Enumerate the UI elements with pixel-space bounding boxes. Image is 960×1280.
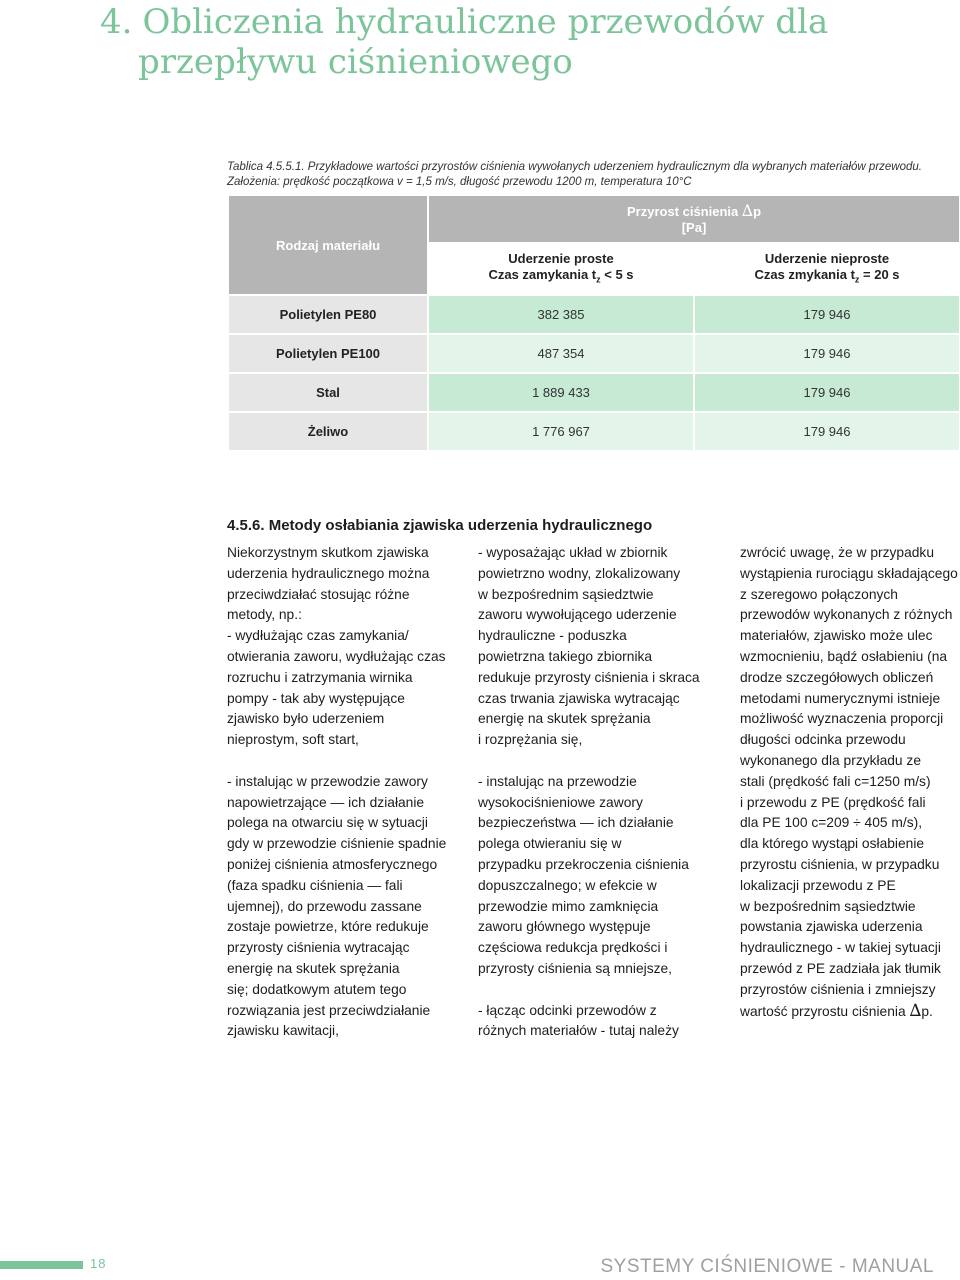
page-title	[100, 2, 920, 82]
text-line: drodze szczegółowych obliczeń	[740, 669, 934, 685]
text-line: przyrosty ciśnienia są mniejsze,	[478, 960, 672, 976]
text-line: wysokociśnieniowe zawory	[478, 794, 643, 810]
text-line: i rozprężania się,	[478, 732, 583, 748]
last-line-prefix: wartość przyrostu ciśnienia	[740, 1003, 910, 1019]
text-line: przewodów wykonanych z różnych	[740, 607, 953, 623]
text-line: przyrostu ciśnienia, w przypadku	[740, 856, 940, 872]
title-line-2: przepływu ciśnieniowego	[138, 42, 573, 82]
caption-line-1: Tablica 4.5.5.1. Przykładowe wartości przyrostów ciśnienia wywołanych uderzeniem hydraulicznym dla wybranych materiałów przewodu.	[227, 161, 922, 173]
text-line: bezpieczeństwa — ich działanie	[478, 815, 674, 831]
text-line: przypadku przekroczenia ciśnienia	[478, 856, 689, 872]
text-line: wzmocnieniu, bądź osłabieniu (na	[740, 648, 948, 664]
indirect-title: Uderzenie nieproste	[764, 250, 890, 266]
last-line-suffix: p.	[921, 1003, 933, 1019]
text-line: się; dodatkowym atutem tego	[227, 981, 407, 997]
material-cell: Polietylen PE100	[229, 335, 427, 372]
indirect-value-cell: 179 946	[695, 374, 959, 411]
text-line: otwierania zaworu, wydłużając czas	[227, 648, 446, 664]
delta-symbol: ∆	[741, 200, 754, 220]
table-row	[229, 335, 959, 372]
direct-value-cell: 487 354	[429, 335, 693, 372]
text-line: przyrostów ciśnienia i zmniejszy	[740, 981, 936, 997]
text-line: materiałów, zjawisko może ulec	[740, 628, 933, 644]
text-line: metody, np.:	[227, 607, 302, 623]
text-column-3	[740, 543, 960, 1022]
text-line: dla PE 100 c=209 ÷ 405 m/s),	[740, 815, 923, 831]
text-line: metodami numerycznymi istnieje	[740, 690, 941, 706]
text-line: w bezpośrednim sąsiedztwie	[478, 586, 654, 602]
text-line: - instalując w przewodzie zawory	[227, 773, 428, 789]
text-line: gdy w przewodzie ciśnienie spadnie	[227, 836, 447, 852]
table-row	[229, 296, 959, 333]
footer-accent-bar	[0, 1261, 83, 1269]
direct-title: Uderzenie proste	[508, 250, 614, 266]
text-line: ujemnej), do przewodu zassane	[227, 898, 422, 914]
text-line: długości odcinka przewodu	[740, 732, 906, 748]
text-line: (faza spadku ciśnienia — fali	[227, 877, 403, 893]
direct-value-cell: 1 889 433	[429, 374, 693, 411]
text-line: wystąpienia rurociągu składającego	[740, 565, 958, 581]
text-line: polega otwieraniu się w	[478, 836, 622, 852]
text-line: zaworu głównego występuje	[478, 919, 651, 935]
text-column-2	[478, 543, 718, 1042]
text-line: rozruchu i zatrzymania wirnika	[227, 669, 413, 685]
text-column-1	[227, 543, 462, 1042]
text-line: powietrzno wodny, zlokalizowany	[478, 565, 681, 581]
text-line: Niekorzystnym skutkom zjawiska	[227, 545, 429, 560]
indirect-time-sub: z	[854, 274, 860, 285]
text-line: częściowa redukcja prędkości i	[478, 940, 668, 956]
indirect-time-suffix: = 20 s	[859, 266, 900, 282]
delta-symbol: ∆	[909, 1000, 922, 1021]
text-line: nieprostym, soft start,	[227, 732, 359, 748]
table-row	[229, 413, 959, 450]
list-item	[478, 1001, 718, 1043]
page-number: 18	[90, 1256, 107, 1271]
section-heading: 4.5.6. Metody osłabiania zjawiska uderzenia hydraulicznego	[227, 517, 653, 534]
text-line: dopuszczalnego; w efekcie w	[478, 877, 657, 893]
chapter-number: 4.	[100, 2, 133, 42]
text-line-last	[740, 1001, 960, 1023]
text-line: przewodzie mimo zamknięcia	[478, 898, 659, 914]
indirect-value-cell: 179 946	[695, 296, 959, 333]
text-line: - instalując na przewodzie	[478, 773, 637, 789]
text-line: poniżej ciśnienia atmosferycznego	[227, 856, 438, 872]
text-line: energię na skutek sprężania	[227, 960, 400, 976]
intro-paragraph	[227, 543, 462, 626]
text-line: zaworu wywołującego uderzenie	[478, 607, 677, 623]
text-line: zostaje powietrze, które redukuje	[227, 919, 429, 935]
text-line: różnych materiałów - tutaj należy	[478, 1023, 679, 1039]
text-line: zwrócić uwagę, że w przypadku	[740, 545, 935, 560]
text-line: powstania zjawiska uderzenia	[740, 919, 923, 935]
text-line: - łącząc odcinki przewodów z	[478, 1002, 657, 1018]
text-line: możliwość wyznaczenia proporcji	[740, 711, 944, 727]
header-material: Rodzaj materiału	[229, 196, 427, 294]
text-line: czas trwania zjawiska wytracając	[478, 690, 680, 706]
material-cell: Stal	[229, 374, 427, 411]
text-line: stali (prędkość fali c=1250 m/s)	[740, 773, 931, 789]
text-line: - wyposażając układ w zbiornik	[478, 545, 668, 560]
list-item	[227, 772, 462, 1042]
text-line: wykonanego dla przykładu ze	[740, 752, 922, 768]
list-item	[478, 772, 718, 980]
title-line-1: Obliczenia hydrauliczne przewodów dla	[142, 2, 829, 42]
material-cell: Żeliwo	[229, 413, 427, 450]
table-row	[229, 374, 959, 411]
list-item	[478, 543, 718, 751]
text-line: hydraulicznego - w takiej sytuacji	[740, 940, 941, 956]
direct-time-prefix: Czas zamykania t	[488, 266, 597, 282]
text-line: dla którego wystąpi osłabienie	[740, 836, 925, 852]
direct-value-cell: 1 776 967	[429, 413, 693, 450]
direct-value-cell: 382 385	[429, 296, 693, 333]
text-line: polega na otwarciu się w sytuacji	[227, 815, 428, 831]
direct-time-suffix: < 5 s	[600, 266, 634, 282]
text-line: uderzenia hydraulicznego można	[227, 565, 430, 581]
pressure-table	[227, 194, 960, 452]
text-line: zjawisku kawitacji,	[227, 1023, 339, 1039]
footer-title: SYSTEMY CIŚNIENIOWE - MANUAL	[600, 1256, 934, 1277]
text-line: w bezpośrednim sąsiedztwie	[740, 898, 916, 914]
text-line: przeciwdziałać stosując różne	[227, 586, 410, 602]
indirect-value-cell: 179 946	[695, 413, 959, 450]
table-caption	[227, 160, 927, 190]
header-indirect-hammer	[695, 244, 959, 294]
header-increase-label: Przyrost ciśnienia	[626, 203, 739, 219]
indirect-time-prefix: Czas zmykania t	[754, 266, 855, 282]
text-line: hydrauliczne - poduszka	[478, 628, 627, 644]
caption-line-2: Założenia: prędkość początkowa v = 1,5 m/s, długość przewodu 1200 m, temperatura 10°C	[227, 176, 692, 188]
text-line: zjawisko było uderzeniem	[227, 711, 385, 727]
text-line: - wydłużając czas zamykania/	[227, 628, 409, 644]
text-line: przyrosty ciśnienia wytracając	[227, 940, 410, 956]
text-line: i przewodu z PE (prędkość fali	[740, 794, 926, 810]
text-line: napowietrzające — ich działanie	[227, 794, 425, 810]
text-line: powietrzna takiego zbiornika	[478, 648, 653, 664]
indirect-value-cell: 179 946	[695, 335, 959, 372]
text-line: przewód z PE zadziała jak tłumik	[740, 960, 941, 976]
material-cell: Polietylen PE80	[229, 296, 427, 333]
header-unit: [Pa]	[681, 219, 707, 235]
text-line: rozwiązania jest przeciwdziałanie	[227, 1002, 431, 1018]
list-item	[227, 626, 462, 751]
text-line: energię na skutek sprężania	[478, 711, 651, 727]
text-line: lokalizacji przewodu z PE	[740, 877, 896, 893]
header-pressure-increase	[429, 196, 959, 242]
text-line: pompy - tak aby występujące	[227, 690, 405, 706]
text-line: z szeregowo połączonych	[740, 586, 898, 602]
text-line: redukuje przyrosty ciśnienia i skraca	[478, 669, 700, 685]
direct-time-sub: z	[596, 274, 601, 285]
p-letter: p	[753, 203, 762, 219]
header-direct-hammer	[429, 244, 693, 294]
